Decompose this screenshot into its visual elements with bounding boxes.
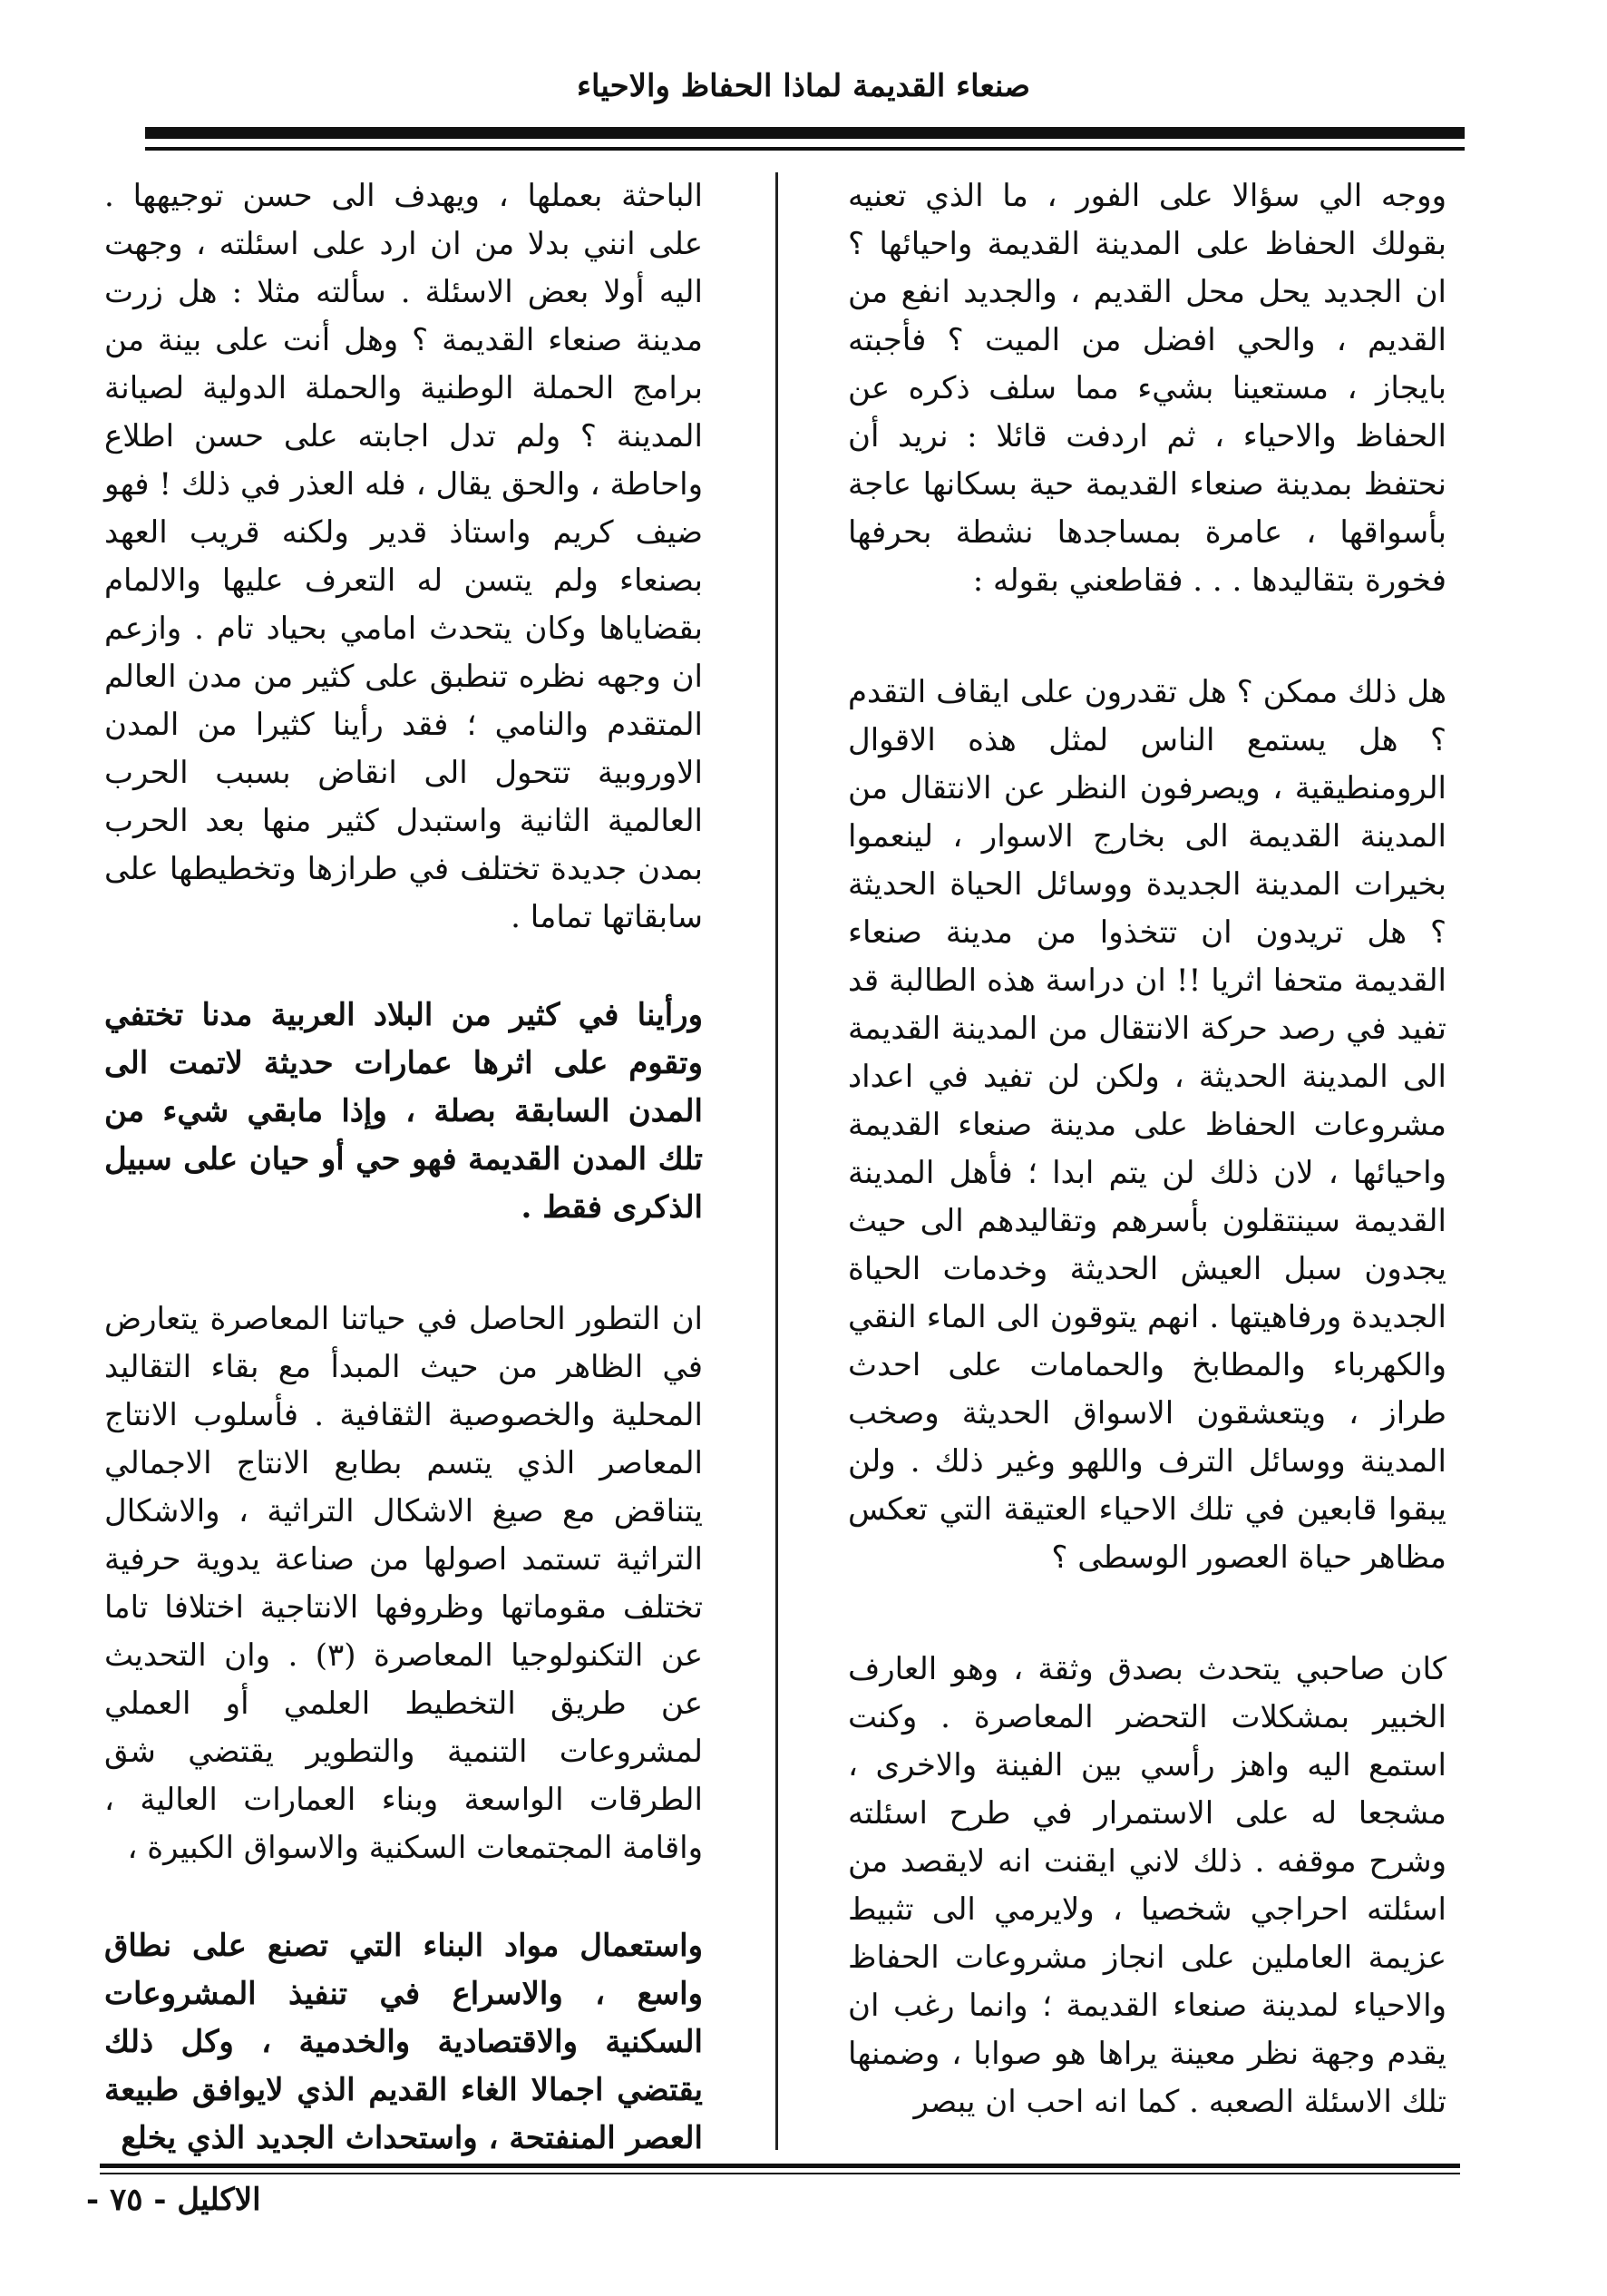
running-title: صنعاء القديمة لماذا الحفاظ والاحياء <box>576 68 1031 104</box>
paragraph-gap <box>104 942 703 992</box>
right-column-paragraph-1: ووجه الي سؤالا على الفور ، ما الذي تعنيه بقولك الحفاظ على المدينة القديمة واحيائها ؟ ان الجديد يحل محل القديم ، والجديد انفع من القديم ، والحي افضل من الميت ؟ فأجبته بايجاز ، مستعينا بشيء مما سلف ذكره عن الحفاظ والاحياء ، ثم اردفت قائلا : نريد أن نحتفظ بمدينة صنعاء القديمة حية بسكانها عاجة بأسواقها ، عامرة بمساجدها نشطة بحرفها فخورة بتقاليدها . . . فقاطعني بقوله : <box>848 178 1446 599</box>
paragraph-gap <box>104 1232 703 1295</box>
page-folio: الاكليل - ٧٥ - <box>86 2182 261 2218</box>
paragraph-gap <box>848 605 1446 669</box>
right-column-paragraph-2: هل ذلك ممكن ؟ هل تقدرون على ايقاف التقدم ؟ هل يستمع الناس لمثل هذه الاقوال الرومنطيقية ، ويصرفون النظر عن الانتقال من المدينة القديمة الى بخارج الاسوار ، لينعموا بخيرات المدينة الجديدة ووسائل الحياة الحديثة ؟ هل تريدون ان تتخذوا من مدينة صنعاء القديمة متحفا اثريا !! ان دراسة هذه الطالبة قد تفيد في رصد حركة الانتقال من المدينة القديمة الى المدينة الحديثة ، ولكن لن تفيد في اعداد مشروعات الحفاظ على مدينة صنعاء القديمة واحيائها ، لان ذلك لن يتم ابدا ؛ فأهل المدينة القديمة سينتقلون بأسرهم وتقاليدهم الى حيث يجدون سبل العيش الحديثة وخدمات الحياة الجديدة ورفاهيتها . انهم يتوقون الى الماء النقي والكهرباء والمطابخ والحمامات على احدث طراز ، ويتعشقون الاسواق الحديثة وصخب المدينة ووسائل الترف واللهو وغير ذلك . ولن يبقوا قابعين في تلك الاحياء العتيقة التي تعكس مظاهر حياة العصور الوسطى ؟ <box>848 674 1446 1576</box>
header-rule-thin <box>145 147 1465 151</box>
header-rule-thick <box>145 127 1465 139</box>
left-column-paragraph-2: ورأينا في كثير من البلاد العربية مدنا تختفي وتقوم على اثرها عمارات حديثة لاتمت الى المدن السابقة بصلة ، وإذا مابقي شيء من تلك المدن القديمة فهو حي أو حيان على سبيل الذكرى فقط . <box>104 997 703 1226</box>
right-column-paragraph-3: كان صاحبي يتحدث بصدق وثقة ، وهو العارف الخبير بمشكلات التحضر المعاصرة . وكنت استمع اليه واهز رأسي بين الفينة والاخرى ، مشجعا له على الاستمرار في طرح اسئلته وشرح موقفه . ذلك لاني ايقنت انه لايقصد من اسئلته احراجي شخصيا ، ولايرمي الى تثبيط عزيمة العاملين على انجاز مشروعات الحفاظ والاحياء لمدينة صنعاء القديمة ؛ وانما رغب ان يقدم وجهة نظر معينة يراها هو صوابا ، وضمنها تلك الاسئلة الصعبه . كما انه احب ان يبصر <box>848 1651 1446 2120</box>
left-column-paragraph-3: ان التطور الحاصل في حياتنا المعاصرة يتعارض في الظاهر من حيث المبدأ مع بقاء التقاليد المحلية والخصوصية الثقافية . فأسلوب الانتاج المعاصر الذي يتسم بطابع الانتاج الاجمالي يتناقض مع صيغ الاشكال التراثية ، والاشكال التراثية تستمد اصولها من صناعة يدوية حرفية تختلف مقوماتها وظروفها الانتاجية اختلافا تاما عن التكنولوجيا المعاصرة (٣) . وان التحديث عن طريق التخطيط العلمي أو العملي لمشروعات التنمية والتطوير يقتضي شق الطرقات الواسعة وبناء العمارات العالية ، واقامة المجتمعات السكنية والاسواق الكبيرة ، <box>104 1301 703 1866</box>
paragraph-gap <box>104 1872 703 1922</box>
right-column <box>848 172 1446 2126</box>
footer-rule-thin <box>100 2173 1460 2174</box>
footer-rule <box>100 2164 1460 2168</box>
left-column-paragraph-4: واستعمال مواد البناء التي تصنع على نطاق واسع ، والاسراع في تنفيذ المشروعات السكنية والاقتصادية والخدمية ، وكل ذلك يقتضي اجمالا الغاء القديم الذي لايوافق طبيعة العصر المنفتحة ، واستحداث الجديد الذي يخلع <box>104 1928 703 2156</box>
left-column <box>104 172 703 2163</box>
paragraph-gap <box>848 1582 1446 1646</box>
left-column-paragraph-1: الباحثة بعملها ، ويهدف الى حسن توجيهها . على انني بدلا من ان ارد على اسئلته ، وجهت اليه أولا بعض الاسئلة . سألته مثلا : هل زرت مدينة صنعاء القديمة ؟ وهل أنت على بينة من برامج الحملة الوطنية والحملة الدولية لصيانة المدينة ؟ ولم تدل اجابته على حسن اطلاع واحاطة ، والحق يقال ، فله العذر في ذلك ! فهو ضيف كريم واستاذ قدير ولكنه قريب العهد بصنعاء ولم يتسن له التعرف عليها والالمام بقضاياها وكان يتحدث امامي بحياد تام . وازعم ان وجهه نظره تنطبق على كثير من مدن العالم المتقدم والنامي ؛ فقد رأينا كثيرا من المدن الاوروبية تتحول الى انقاض بسبب الحرب العالمية الثانية واستبدل كثير منها بعد الحرب بمدن جديدة تختلف في طرازها وتخطيطها على سابقاتها تماما . <box>104 178 703 935</box>
column-divider <box>775 172 778 2150</box>
